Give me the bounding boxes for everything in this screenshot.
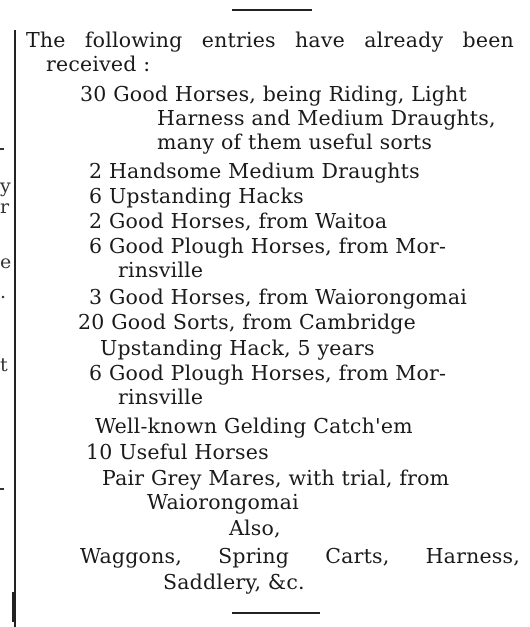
margin-bar — [12, 592, 14, 622]
entry-line: 20 Good Sorts, from Cambridge — [78, 310, 416, 334]
entry-line: 30 Good Horses, being Riding, Light — [80, 82, 467, 106]
bottom-rule — [232, 612, 320, 614]
closing-line-1 — [80, 544, 520, 568]
entry-line: Harness and Medium Draughts, — [157, 106, 496, 130]
closing-text — [80, 544, 520, 568]
word: already — [364, 28, 444, 52]
word: have — [295, 28, 345, 52]
top-rule — [232, 9, 312, 11]
entry-line: Well-known Gelding Catch'em — [95, 414, 413, 438]
margin-fragment: y — [0, 175, 11, 197]
margin-dash — [0, 148, 4, 150]
entry-line: 6 Good Plough Horses, from Mor- — [89, 234, 447, 258]
entry-line: 10 Useful Horses — [86, 440, 269, 464]
entry-line: Waiorongomai — [147, 490, 299, 514]
margin-fragment: t — [0, 354, 8, 376]
word: Spring — [218, 544, 290, 568]
entry-line: many of them useful sorts — [157, 130, 433, 154]
intro-line-2: received : — [46, 52, 151, 76]
margin-fragment: r — [0, 196, 10, 218]
intro-line-1 — [26, 28, 514, 52]
entry-line: rinsville — [118, 385, 204, 409]
entry-line: 2 Handsome Medium Draughts — [89, 159, 420, 183]
entry-line: 2 Good Horses, from Waitoa — [89, 209, 388, 233]
entry-line: 6 Good Plough Horses, from Mor- — [89, 361, 447, 385]
closing-line-2: Saddlery, &c. — [163, 570, 305, 594]
margin-fragment: . — [0, 281, 7, 303]
word: entries — [201, 28, 276, 52]
column-rule — [14, 30, 16, 627]
word: following — [84, 28, 183, 52]
entry-line: Upstanding Hack, 5 years — [100, 336, 375, 360]
entry-line: rinsville — [118, 258, 204, 282]
also-line: Also, — [229, 516, 281, 540]
entry-line: Pair Grey Mares, with trial, from — [102, 466, 450, 490]
word: Waggons, — [80, 544, 182, 568]
margin-dash — [0, 488, 4, 490]
word: Carts, — [325, 544, 390, 568]
word: been — [462, 28, 514, 52]
entry-line: 3 Good Horses, from Waiorongomai — [89, 285, 468, 309]
entry-line: 6 Upstanding Hacks — [89, 184, 304, 208]
intro-text — [26, 28, 514, 52]
margin-fragment: e — [0, 251, 12, 273]
word: Harness, — [425, 544, 520, 568]
word: The — [26, 28, 66, 52]
